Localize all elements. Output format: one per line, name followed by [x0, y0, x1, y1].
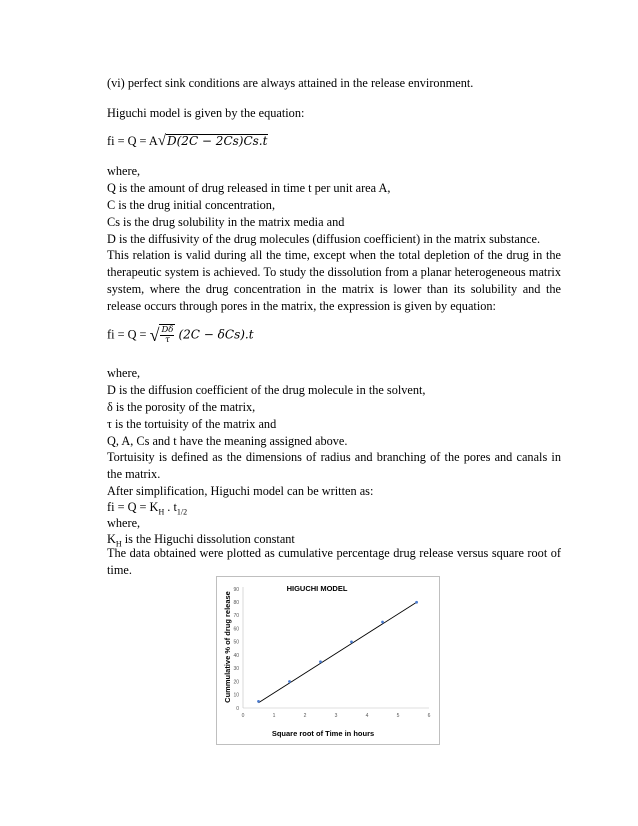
y-tick-label: 60: [233, 626, 239, 633]
def-cs: Cs is the drug solubility in the matrix media and: [107, 215, 345, 229]
y-axis-label: Cummulative % of drug release: [223, 591, 232, 703]
equation-2: fi = Q = √ $\frac{D\delta}{\tau}$ (2C − δCs).t: [107, 325, 254, 345]
data-point: [319, 660, 322, 663]
higuchi-chart: [216, 576, 440, 745]
x-tick-label: 4: [365, 713, 369, 719]
y-tick-label: 80: [233, 600, 239, 607]
higuchi-intro: Higuchi model is given by the equation:: [107, 106, 305, 120]
data-point-group: [257, 601, 418, 703]
x-axis-label: Square root of Time in hours: [271, 729, 375, 738]
eq1-lhs: fi = Q = A: [107, 134, 158, 148]
eq1-radicand: D(2C − 2Cs)Cs.t: [167, 134, 268, 148]
paragraph-2: Tortuisity is defined as the dimensions of radius and branching of the pores and canals in the matrix.: [107, 450, 561, 481]
y-tick-label: 40: [233, 652, 239, 659]
data-point: [415, 601, 418, 604]
y-tick-label: 30: [233, 666, 239, 673]
def-d2: D is the diffusion coefficient of the drug molecule in the solvent,: [107, 383, 426, 397]
where-3: where,: [107, 516, 141, 530]
eq2-lhs: fi = Q =: [107, 327, 147, 342]
eq2-numerator: Dδ: [161, 325, 174, 335]
data-point: [257, 700, 260, 703]
x-tick-label: 0: [241, 713, 245, 719]
trendline: [259, 602, 417, 702]
eq2-fraction: [160, 326, 174, 345]
y-tick-label: 50: [233, 639, 239, 646]
def-qacs: Q, A, Cs and t have the meaning assigned above.: [107, 434, 348, 448]
kh-rest: is the Higuchi dissolution constant: [121, 532, 295, 546]
data-point: [288, 680, 291, 683]
def-d: D is the diffusivity of the drug molecules (diffusion coefficient) in the matrix substance.: [107, 232, 541, 246]
eq1-radical: √D(2C − 2Cs)Cs.t: [157, 133, 268, 149]
trendline-group: [259, 602, 417, 702]
equation-1: [107, 134, 268, 149]
data-point: [350, 640, 353, 643]
chart-title: HIGUCHI MODEL: [286, 584, 348, 593]
def-tau: τ is the tortuisity of the matrix and: [107, 417, 277, 431]
y-tick-label: 10: [233, 692, 239, 699]
x-tick-label: 6: [427, 713, 431, 719]
y-tick-label: 70: [233, 613, 239, 620]
y-tick-label: 20: [233, 679, 239, 686]
paragraph-3: The data obtained were plotted as cumulative percentage drug release versus square root of time.: [107, 546, 561, 577]
y-tick-group: [233, 587, 239, 712]
x-tick-label: 1: [272, 713, 276, 719]
x-tick-group: [242, 713, 431, 719]
x-tick-label: 5: [396, 713, 400, 719]
kh-sub: H: [115, 539, 122, 549]
eq3-sub-half: 1/2: [176, 507, 188, 517]
x-tick-label: 3: [334, 713, 338, 719]
chart-svg: [217, 577, 439, 744]
def-delta: δ is the porosity of the matrix,: [107, 400, 256, 414]
paragraph-1: This relation is valid during all the time, except when the total depletion of the drug in the therapeutic system is achieved. To study the dissolution from a planar heterogeneous matrix system, where the drug concentration in the matrix is lower than its solubility and the release occurs through pores in the matrix, the expression is given by equation:: [107, 248, 561, 313]
def-c: C is the drug initial concentration,: [107, 198, 276, 212]
y-tick-label: 0: [236, 705, 239, 712]
line-vi: (vi) perfect sink conditions are always attained in the release environment.: [107, 76, 474, 90]
x-tick-label: 2: [303, 713, 307, 719]
y-tick-label: 90: [233, 586, 239, 593]
kh-k: K: [107, 532, 116, 546]
eq2-rest: (2C − δCs).t: [178, 327, 254, 342]
where-2: where,: [107, 366, 141, 380]
eq3-mid: . t: [164, 500, 177, 514]
eq2-denominator: τ: [165, 335, 170, 345]
def-q: Q is the amount of drug released in time t per unit area A,: [107, 181, 391, 195]
after-simplification: After simplification, Higuchi model can be written as:: [107, 484, 374, 498]
eq3-sub-h: H: [158, 507, 165, 517]
where-1: where,: [107, 164, 141, 178]
eq3-lhs: fi = Q = K: [107, 500, 159, 514]
data-point: [381, 621, 384, 624]
